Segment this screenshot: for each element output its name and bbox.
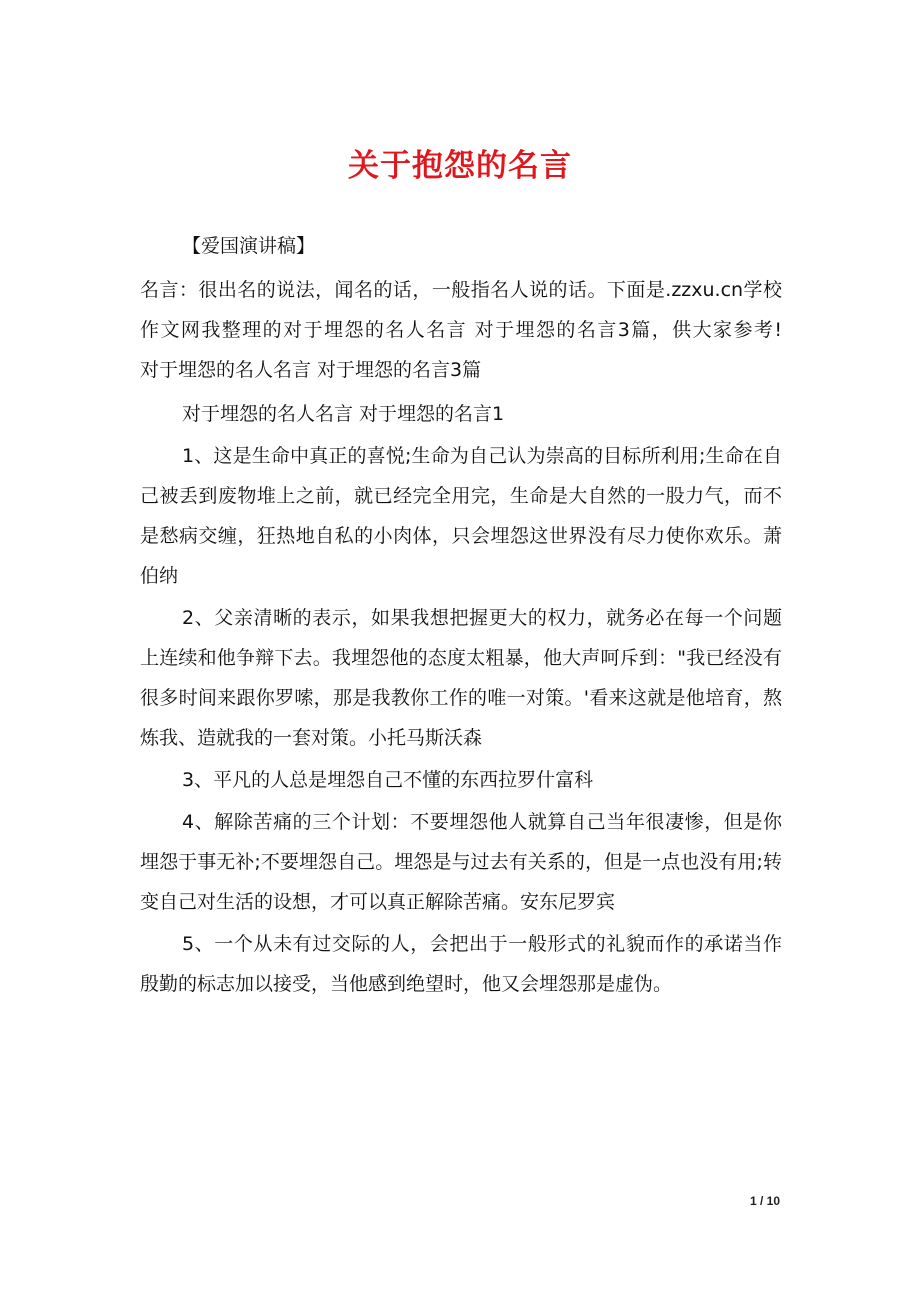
section-heading: 对于埋怨的名人名言 对于埋怨的名言1 [182,403,505,425]
category-tag: 【爱国演讲稿】 [182,235,316,257]
quote-paragraph-5: 5、一个从未有过交际的人，会把出于一般形式的礼貌而作的承诺当作殷勤的标志加以接受，当他感到绝望时，他又会埋怨那是虚伪。 [140,933,782,995]
document-body [140,226,821,1004]
quote-paragraph-3: 3、平凡的人总是埋怨自己不懂的东西拉罗什富科 [182,769,594,791]
quote-paragraph-2: 2、父亲清晰的表示，如果我想把握更大的权力，就务必在每一个问题上连续和他争辩下去。我埋怨他的态度太粗暴，他大声呵斥到："我已经没有很多时间来跟你罗嗦，那是我教你工作的唯一对策。'看来这就是他培育，熬炼我、造就我的一套对策。小托马斯沃森 [140,607,782,749]
intro-paragraph: 名言：很出名的说法，闻名的话，一般指名人说的话。下面是.zzxu.cn学校作文网我整理的对于埋怨的名人名言 对于埋怨的名言3篇，供大家参考! 对于埋怨的名人名言 对于埋怨的名言3篇 [140,279,821,381]
quote-paragraph-4: 4、解除苦痛的三个计划：不要埋怨他人就算自己当年很凄惨，但是你埋怨于事无补;不要埋怨自己。埋怨是与过去有关系的，但是一点也没有用;转变自己对生活的设想，才可以真正解除苦痛。安东尼罗宾 [140,811,782,913]
quote-paragraph-1: 1、这是生命中真正的喜悦;生命为自己认为崇高的目标所利用;生命在自己被丢到废物堆上之前，就已经完全用完，生命是大自然的一股力气，而不是愁病交缠，狂热地自私的小肉体，只会埋怨这世界没有尽力使你欢乐。萧伯纳 [140,445,782,587]
page-number: 1 / 10 [749,1194,780,1208]
document-title: 关于抱怨的名言 [348,148,572,184]
